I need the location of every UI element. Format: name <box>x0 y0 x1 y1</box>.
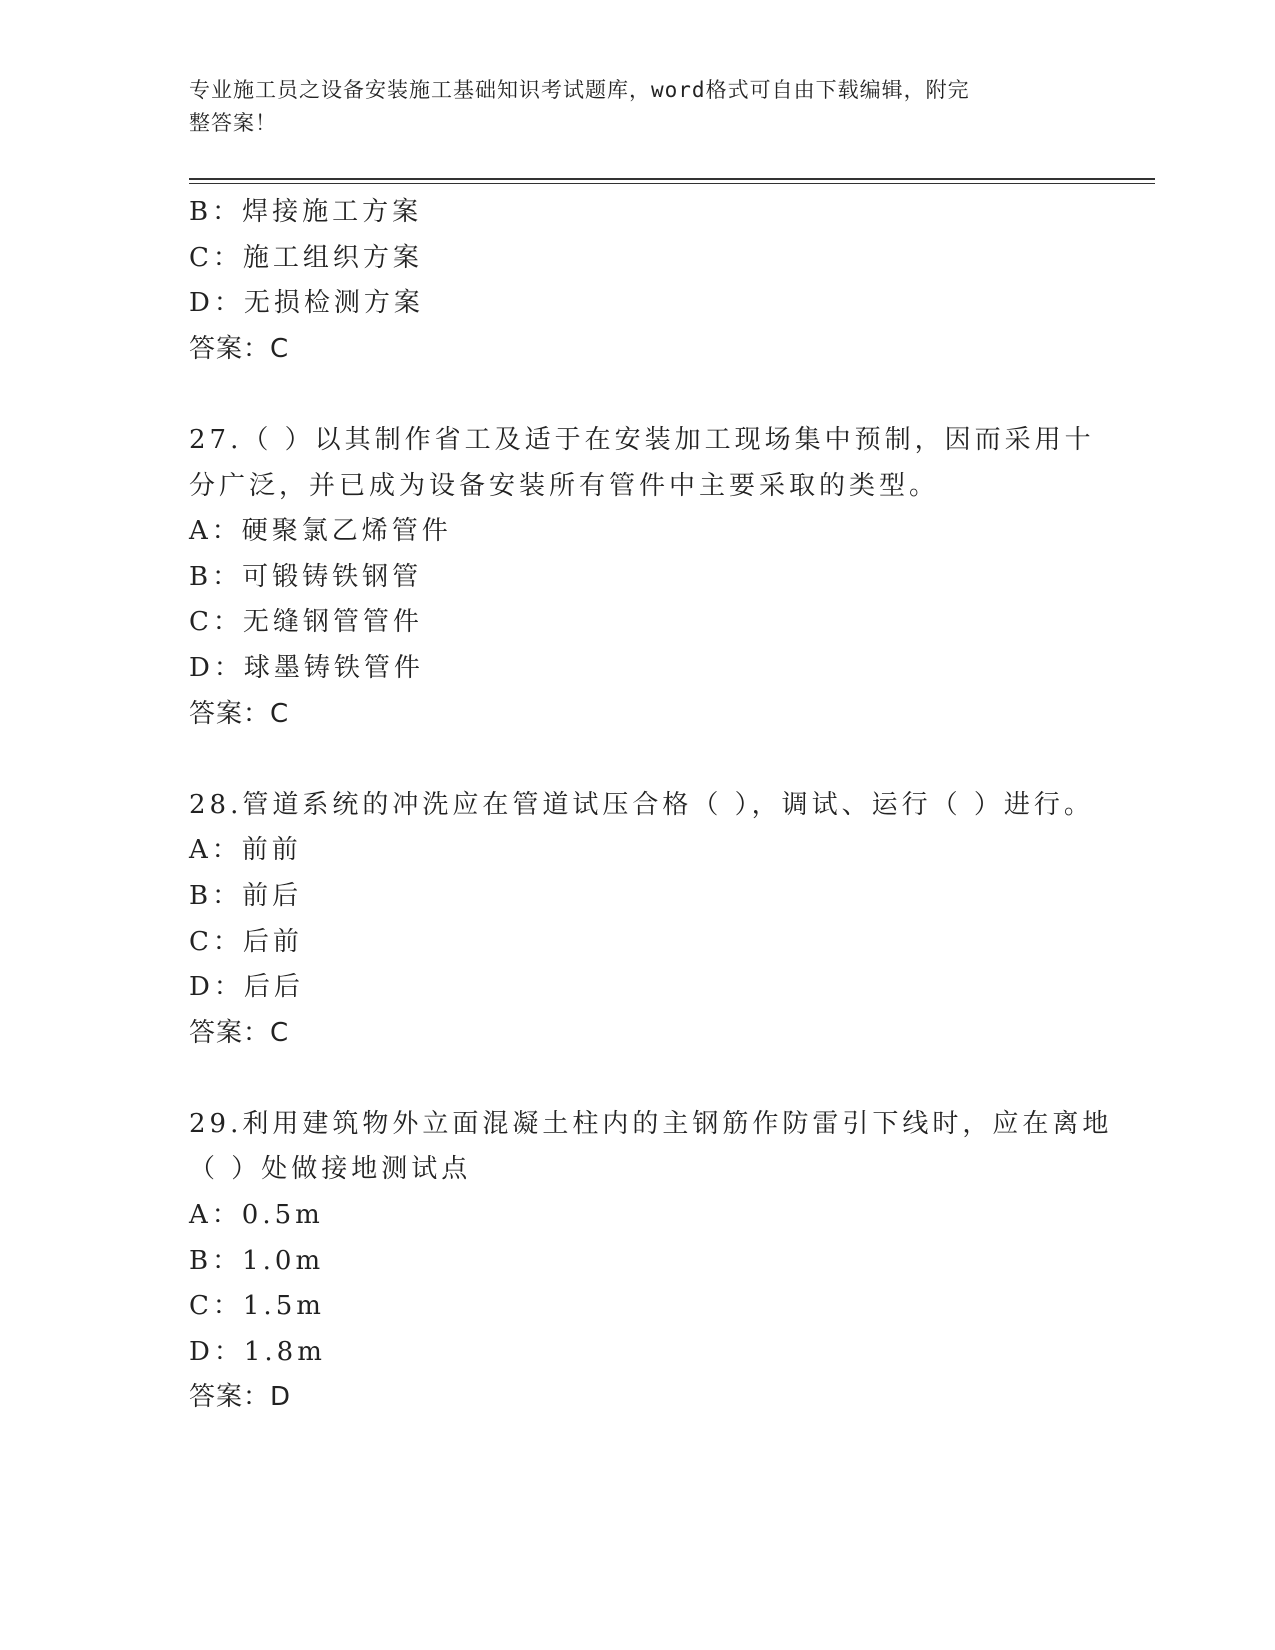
q28-option-c: C：后前 <box>189 926 303 957</box>
page-header <box>189 74 1069 140</box>
header-line-1: 专业施工员之设备安装施工基础知识考试题库，word格式可自由下载编辑，附完 <box>189 78 970 102</box>
q29-question-line-2: （ ）处做接地测试点 <box>189 1154 472 1185</box>
question-28-block <box>189 783 1094 1057</box>
header-divider-thick <box>189 178 1155 180</box>
q26-option-c: C：施工组织方案 <box>189 242 423 273</box>
header-divider-thin <box>189 183 1155 184</box>
q28-option-a: A：前前 <box>189 835 302 866</box>
q27-answer: 答案：C <box>189 698 290 729</box>
q28-option-b: B：前后 <box>189 880 303 911</box>
questions-body <box>189 190 1113 1421</box>
q27-question-line-1: 27.（ ）以其制作省工及适于在安装加工现场集中预制，因而采用十 <box>189 424 1095 455</box>
spacer <box>189 1056 1089 1102</box>
spacer <box>189 372 1089 418</box>
q29-question-line-1: 29.利用建筑物外立面混凝土柱内的主钢筋作防雷引下线时，应在离地 <box>189 1108 1113 1139</box>
q29-option-a: A：0.5m <box>189 1200 324 1231</box>
q26-answer: 答案：C <box>189 333 290 364</box>
q27-question-line-2: 分广泛，并已成为设备安装所有管件中主要采取的类型。 <box>189 470 940 501</box>
q27-option-c: C：无缝钢管管件 <box>189 607 423 638</box>
q29-answer: 答案：D <box>189 1382 292 1413</box>
q27-option-b: B：可锻铸铁钢管 <box>189 561 423 592</box>
question-26-block <box>189 190 1089 372</box>
q29-option-b: B：1.0m <box>189 1245 325 1276</box>
q29-option-d: D：1.8m <box>189 1336 326 1367</box>
q26-option-d: D：无损检测方案 <box>189 288 424 319</box>
q28-option-d: D：后后 <box>189 972 304 1003</box>
spacer <box>189 737 1089 783</box>
q27-option-a: A：硬聚氯乙烯管件 <box>189 516 452 547</box>
header-line-2: 整答案！ <box>189 111 277 135</box>
question-27-block <box>189 418 1095 737</box>
q26-option-b: B：焊接施工方案 <box>189 197 423 227</box>
q28-question-line-1: 28.管道系统的冲洗应在管道试压合格（ ），调试、运行（ ）进行。 <box>189 789 1094 820</box>
q27-option-d: D：球墨铸铁管件 <box>189 652 424 683</box>
question-29-block <box>189 1102 1113 1421</box>
q29-option-c: C：1.5m <box>189 1291 325 1322</box>
q28-answer: 答案：C <box>189 1017 290 1048</box>
